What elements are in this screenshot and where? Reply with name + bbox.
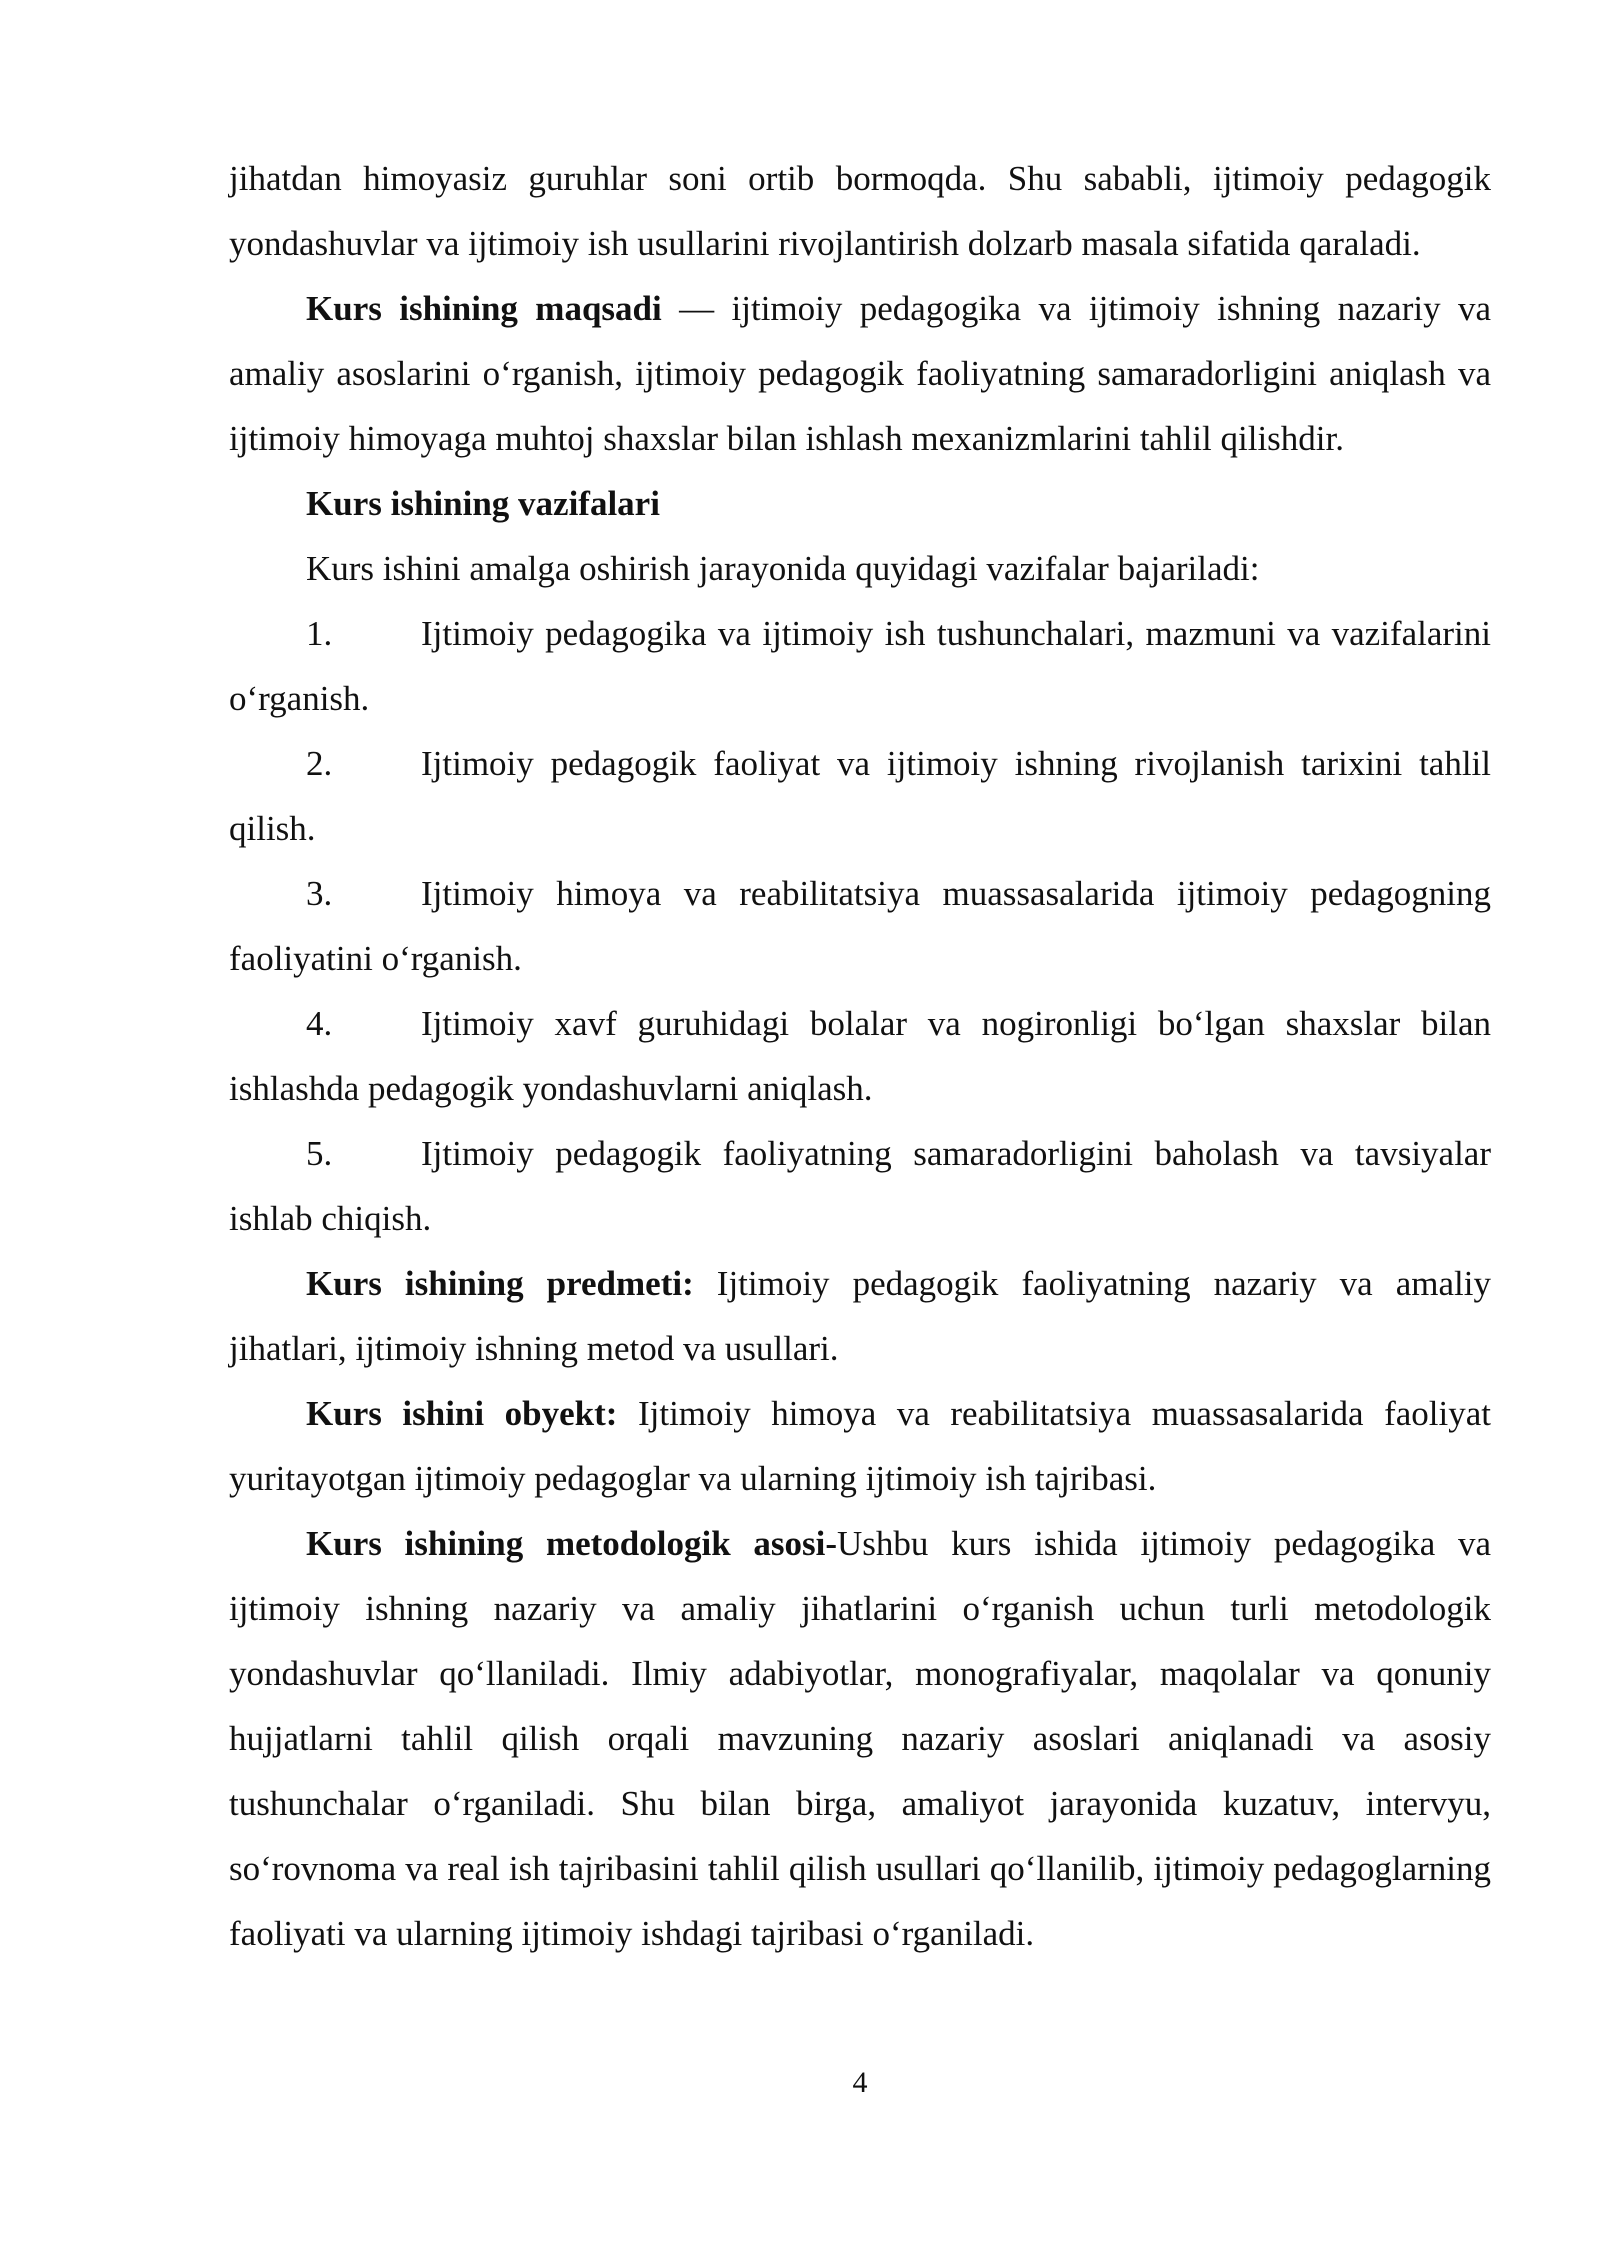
task-number: 1. xyxy=(306,614,333,653)
task-item-3 xyxy=(229,861,1491,991)
task-number: 3. xyxy=(306,874,333,913)
predmet-label: Kurs ishining predmeti: xyxy=(306,1264,694,1303)
vazifalar-heading xyxy=(229,471,1491,536)
task-text: Ijtimoiy pedagogik faoliyat va ijtimoiy ishning rivojlanish tarixini tahlil qilish. xyxy=(229,744,1491,848)
predmet-text: Ijtimoiy pedagogik faoliyatning nazariy va amaliy jihatlari, ijtimoiy ishning metod va usullari. xyxy=(229,1264,1491,1368)
maqsad-label: Kurs ishining maqsadi xyxy=(306,289,662,328)
task-text: Ijtimoiy pedagogika va ijtimoiy ish tushunchalari, mazmuni va vazifalarini o‘rganish. xyxy=(229,614,1491,718)
task-item-2 xyxy=(229,731,1491,861)
obyekt-text: Ijtimoiy himoya va reabilitatsiya muassasalarida faoliyat yuritayotgan ijtimoiy pedagoglar va ularning ijtimoiy ish tajribasi. xyxy=(229,1394,1491,1498)
task-item-1 xyxy=(229,601,1491,731)
intro-paragraph: jihatdan himoyasiz guruhlar soni ortib bormoqda. Shu sababli, ijtimoiy pedagogik yondashuvlar va ijtimoiy ish usullarini rivojlantirish dolzarb masala sifatida qaraladi. xyxy=(229,159,1491,263)
maqsad-text: — ijtimoiy pedagogika va ijtimoiy ishning nazariy va amaliy asoslarini o‘rganish, ijtimoiy pedagogik faoliyatning samaradorligini aniqlash va ijtimoiy himoyaga muhtoj shaxslar bilan ishlash mexanizmlarini tahlil qilishdir. xyxy=(229,289,1492,458)
page-content xyxy=(229,146,1491,1966)
task-text: Ijtimoiy himoya va reabilitatsiya muassasalarida ijtimoiy pedagogning faoliyatini o‘rganish. xyxy=(229,874,1491,978)
vazifalar-intro: Kurs ishini amalga oshirish jarayonida quyidagi vazifalar bajariladi: xyxy=(306,549,1260,588)
task-item-4 xyxy=(229,991,1491,1121)
page-number: 4 xyxy=(852,2066,868,2099)
task-text: Ijtimoiy xavf guruhidagi bolalar va nogironligi bo‘lgan shaxslar bilan ishlashda pedagogik yondashuvlarni aniqlash. xyxy=(229,1004,1491,1108)
task-item-5 xyxy=(229,1121,1491,1251)
task-number: 5. xyxy=(306,1134,333,1173)
metodologik-paragraph xyxy=(229,1511,1491,1966)
metodologik-text: Ushbu kurs ishida ijtimoiy pedagogika va ijtimoiy ishning nazariy va amaliy jihatlarini o‘rganish uchun turli metodologik yondashuvlar qo‘llaniladi. Ilmiy adabiyotlar, monografiyalar, maqolalar va qonuniy hujjatlarni tahlil qilish orqali mavzuning nazariy asoslari aniqlanadi va asosiy tushunchalar o‘rganiladi. Shu bilan birga, amaliyot jarayonida kuzatuv, intervyu, so‘rovnoma va real ish tajribasini tahlil qilish usullari qo‘llanilib, ijtimoiy pedagoglarning faoliyati va ularning ijtimoiy ishdagi tajribasi o‘rganiladi. xyxy=(229,1524,1491,1953)
task-number: 2. xyxy=(306,744,333,783)
task-number: 4. xyxy=(306,1004,333,1043)
vazifalar-heading-text: Kurs ishining vazifalari xyxy=(306,484,660,523)
task-text: Ijtimoiy pedagogik faoliyatning samaradorligini baholash va tavsiyalar ishlab chiqish. xyxy=(229,1134,1491,1238)
metodologik-label: Kurs ishining metodologik asosi- xyxy=(306,1524,837,1563)
obyekt-label: Kurs ishini obyekt: xyxy=(306,1394,618,1433)
obyekt-paragraph xyxy=(229,1381,1491,1511)
maqsad-paragraph xyxy=(229,276,1491,471)
predmet-paragraph xyxy=(229,1251,1491,1381)
